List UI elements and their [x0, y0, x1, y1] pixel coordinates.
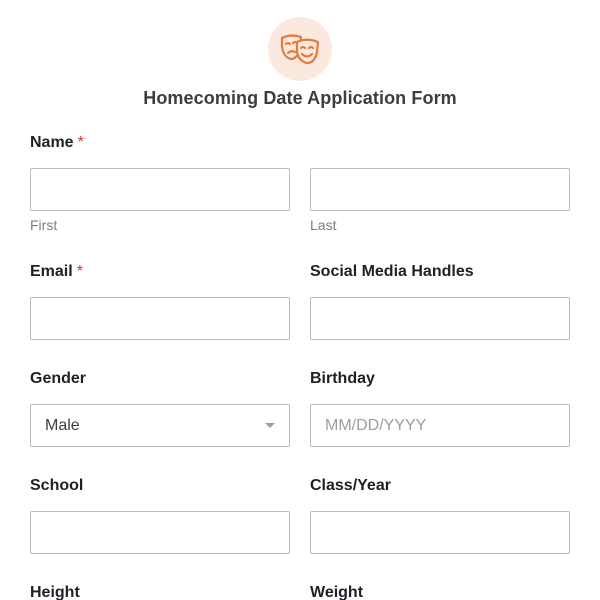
first-name-sublabel: First	[30, 217, 58, 233]
required-asterisk: *	[76, 263, 83, 280]
name-label-text: Name	[30, 134, 74, 151]
social-media-input[interactable]	[310, 297, 570, 340]
required-asterisk: *	[77, 134, 84, 151]
last-name-sublabel: Last	[310, 217, 337, 233]
school-label: School	[30, 477, 84, 494]
gender-select[interactable]	[30, 404, 290, 447]
gender-selected-value: Male	[45, 416, 80, 434]
theater-masks-icon	[279, 33, 321, 65]
height-label: Height	[30, 584, 80, 600]
gender-label: Gender	[30, 370, 87, 387]
email-field[interactable]	[30, 297, 290, 340]
birthday-input[interactable]	[310, 404, 570, 447]
email-label-text: Email	[30, 263, 73, 280]
weight-label: Weight	[310, 584, 364, 600]
form-title: Homecoming Date Application Form	[143, 88, 457, 108]
last-name-input[interactable]	[310, 168, 570, 211]
birthday-label: Birthday	[310, 370, 375, 387]
email-label	[30, 261, 83, 283]
school-input[interactable]	[30, 511, 290, 554]
chevron-down-icon	[265, 423, 275, 428]
class-year-input[interactable]	[310, 511, 570, 554]
name-label	[30, 132, 84, 154]
class-year-label: Class/Year	[310, 477, 391, 494]
social-media-label: Social Media Handles	[310, 263, 474, 280]
form-logo	[268, 17, 332, 81]
first-name-input[interactable]	[30, 168, 290, 211]
